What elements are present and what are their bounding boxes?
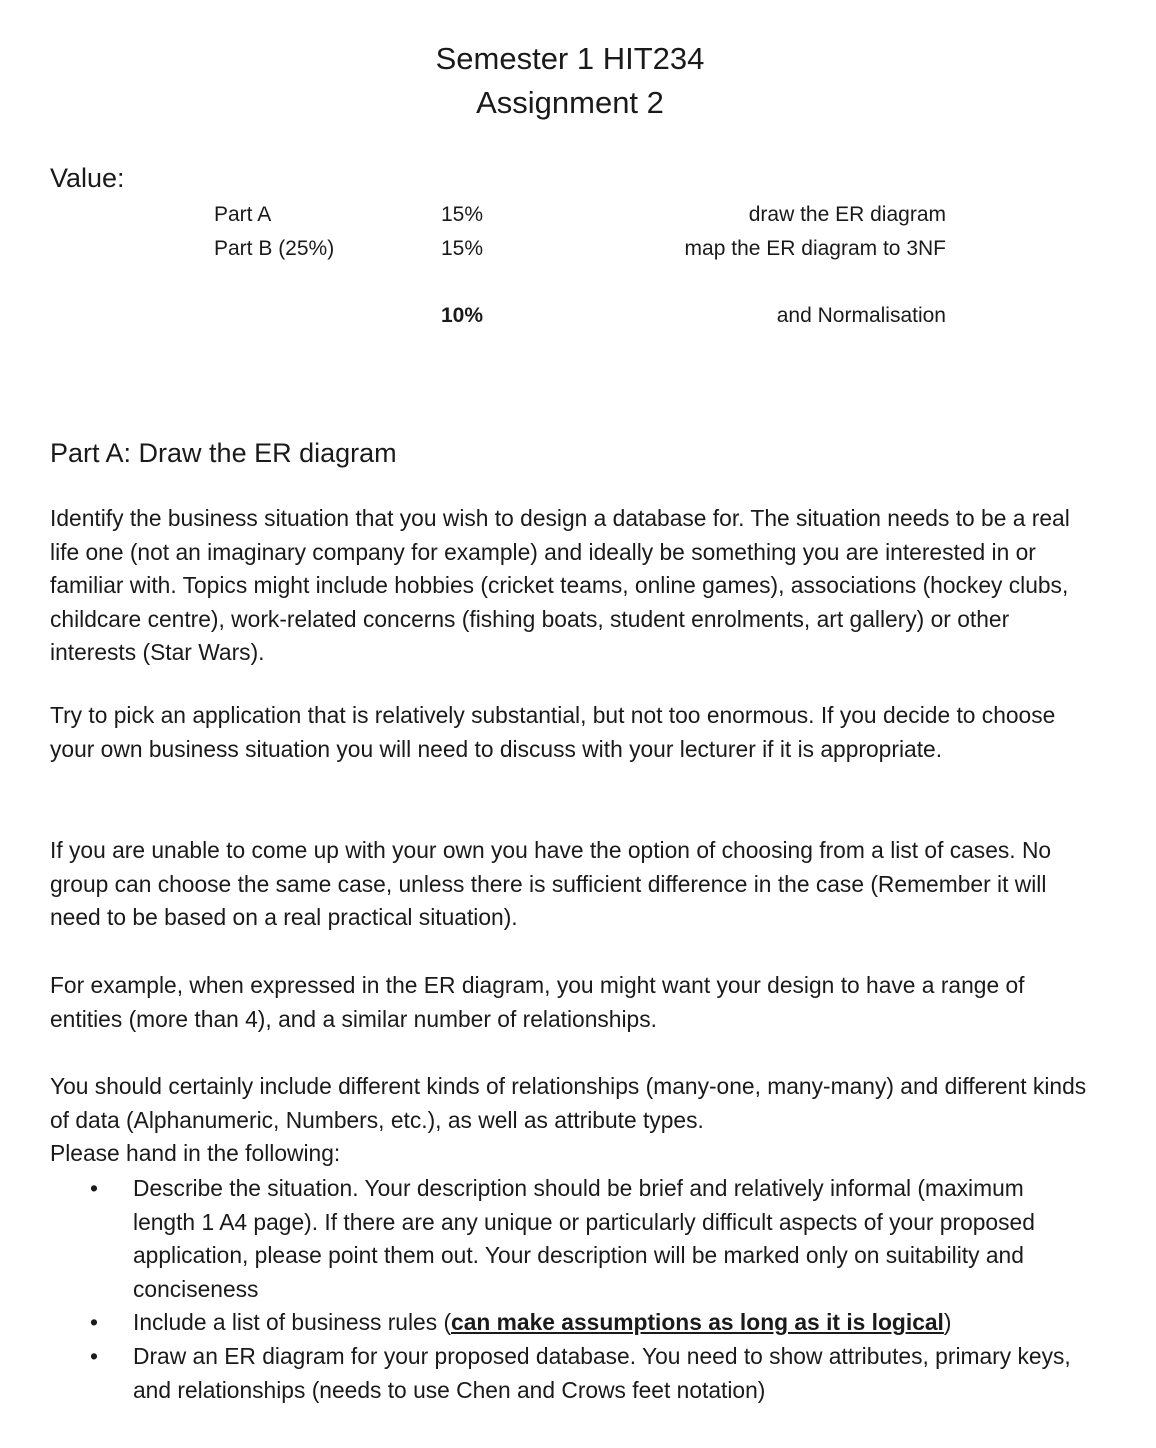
value-row-part: Part B (25%): [214, 237, 335, 260]
document-title-line2: Assignment 2: [476, 85, 664, 120]
relationship-kinds-text: You should certainly include different kinds of relationships (many-one, many-many) and different kinds of data (Alphanumeric, Numbers, etc.), as well as attribute types.: [50, 1073, 1087, 1133]
assumptions-note: can make assumptions as long as it is logical: [451, 1309, 944, 1336]
paragraph-application-size: Try to pick an application that is relatively substantial, but not too enormous. If you decide to choose your own business situation you will need to discuss with your lecturer if it is appropriate.: [50, 702, 1056, 762]
list-item-text: Draw an ER diagram for your proposed database. You need to show attributes, primary keys, and relationships (needs to use Chen and Crows feet notation): [133, 1342, 1071, 1403]
value-row-description: map the ER diagram to 3NF: [684, 237, 946, 260]
value-row-percent: 15%: [441, 203, 484, 226]
hand-in-intro: Please hand in the following:: [50, 1140, 341, 1167]
paragraph-business-situation: Identify the business situation that you wish to design a database for. The situation needs to be a real life one (not an imaginary company for example) and ideally be something you are interested in or familiar with. Topics might include hobbies (cricket teams, online games), associations (hockey clubs, childcare centre), work-related concerns (fishing boats, student enrolments, art gallery) or other interests (Star Wars).: [50, 505, 1070, 666]
paragraph-relationship-kinds: [50, 1070, 1090, 1171]
bullet-icon: •: [90, 1342, 98, 1369]
value-label: Value:: [50, 163, 125, 193]
list-item: [50, 1172, 1090, 1306]
list-item: [50, 1340, 1090, 1407]
document-title-line1: Semester 1 HIT234: [435, 41, 705, 76]
hand-in-list: [50, 1172, 1090, 1407]
paragraph-case-list: If you are unable to come up with your own you have the option of choosing from a list of cases. No group can choose the same case, unless there is sufficient difference in the case (Remember it will need to be based on a real practical situation).: [50, 837, 1052, 931]
list-item-text: Describe the situation. Your description should be brief and relatively informal (maximum length 1 A4 page). If there are any unique or particularly difficult aspects of your proposed application, please point them out. Your description will be marked only on suitability and conciseness: [133, 1175, 1035, 1302]
list-item: [50, 1306, 1090, 1340]
bullet-icon: •: [90, 1309, 98, 1336]
list-item-text-prefix: Include a list of business rules (: [133, 1309, 452, 1336]
part-a-heading: Part A: Draw the ER diagram: [50, 438, 397, 468]
paragraph-entities-example: For example, when expressed in the ER diagram, you might want your design to have a range of entities (more than 4), and a similar number of relationships.: [50, 972, 1025, 1032]
value-row-part: Part A: [214, 203, 272, 226]
list-item-text-suffix: ): [943, 1309, 952, 1336]
value-row-description: and Normalisation: [776, 304, 946, 327]
value-row-description: draw the ER diagram: [748, 203, 946, 226]
value-row-percent: 15%: [441, 237, 484, 260]
value-row-percent: 10%: [441, 304, 484, 327]
bullet-icon: •: [90, 1175, 98, 1201]
